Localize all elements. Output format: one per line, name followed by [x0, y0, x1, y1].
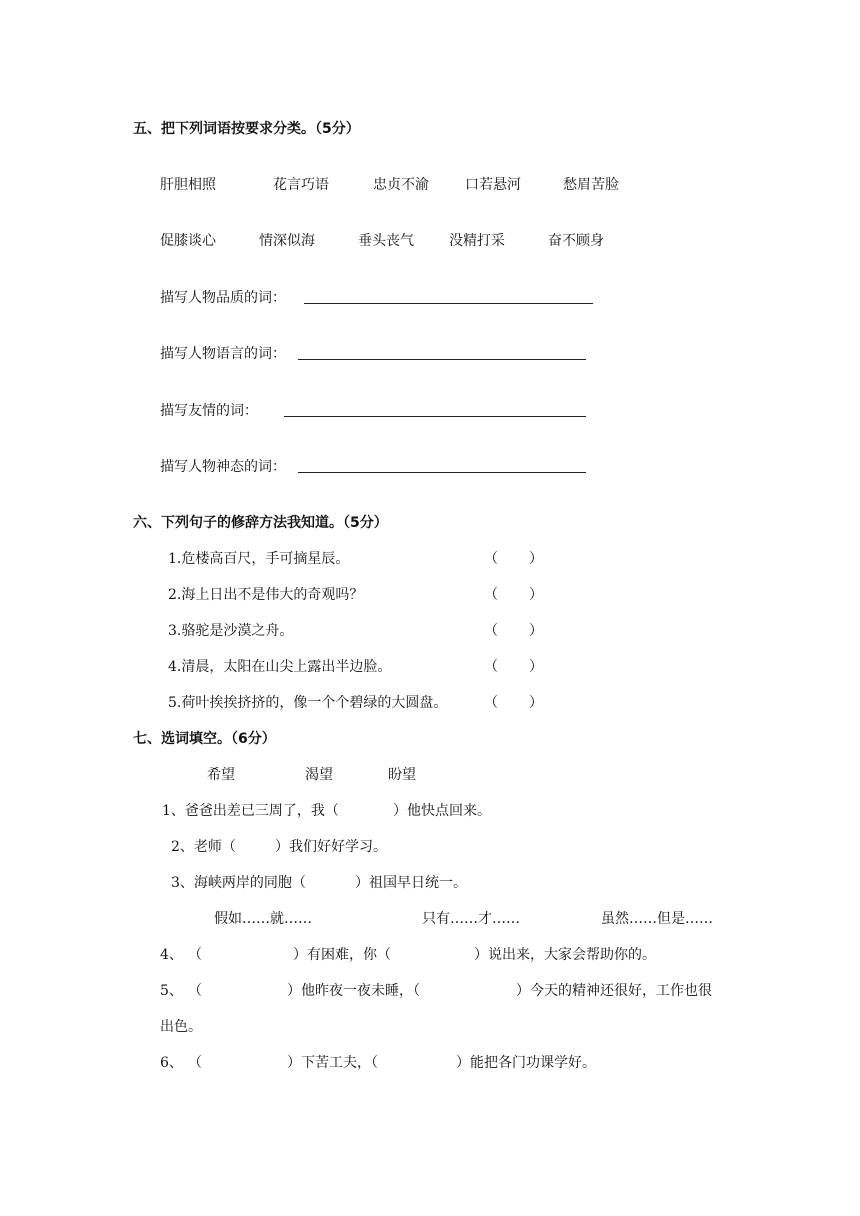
- item4-number: 4、: [160, 947, 183, 963]
- item2-part-a: 2、老师（: [171, 839, 236, 855]
- word-5: 愁眉苦脸: [563, 177, 619, 193]
- conjunction-2: 只有……才……: [422, 911, 520, 927]
- item5-part-c: ）今天的精神还很好，工作也很: [516, 983, 712, 999]
- item5-part-b: ）他昨夜一夜未睡，（: [287, 983, 420, 999]
- item5-number: 5、: [160, 983, 183, 999]
- sentence-4: 4.清晨，太阳在山尖上露出半边脸。: [168, 659, 392, 675]
- choice-word-3: 盼望: [388, 767, 416, 783]
- category-language-label: 描写人物语言的词：: [160, 346, 286, 362]
- category-friendship-label: 描写友情的词：: [160, 403, 258, 419]
- word-4: 口若悬河: [465, 177, 521, 193]
- paren-open-1: （: [484, 551, 498, 567]
- item5-part-d: 出色。: [160, 1019, 202, 1035]
- paren-open-2: （: [484, 587, 498, 603]
- paren-open-5: （: [484, 695, 498, 711]
- conjunction-1: 假如……就……: [214, 911, 312, 927]
- word-8: 垂头丧气: [358, 233, 414, 249]
- item6-part-c: ）能把各门功课学好。: [456, 1055, 596, 1071]
- word-6: 促膝谈心: [160, 233, 216, 249]
- item6-number: 6、: [160, 1055, 183, 1071]
- answer-line-quality[interactable]: [304, 303, 593, 304]
- sentence-1: 1.危楼高百尺，手可摘星辰。: [168, 551, 350, 567]
- item6-part-a: （: [188, 1055, 202, 1071]
- answer-line-language[interactable]: [298, 359, 586, 360]
- item3-part-b: ）祖国早日统一。: [355, 875, 467, 891]
- section7-title: 七、选词填空。（6分）: [133, 731, 276, 747]
- section5-title: 五、把下列词语按要求分类。（5分）: [133, 121, 360, 137]
- section6-title: 六、下列句子的修辞方法我知道。（5分）: [133, 515, 388, 531]
- item4-part-c: ）说出来，大家会帮助你的。: [474, 947, 656, 963]
- item6-part-b: ）下苦工夫，（: [287, 1055, 378, 1071]
- word-10: 奋不顾身: [548, 233, 604, 249]
- item4-part-a: （: [188, 947, 202, 963]
- word-2: 花言巧语: [273, 177, 329, 193]
- category-quality-label: 描写人物品质的词：: [160, 290, 286, 306]
- conjunction-3: 虽然……但是……: [601, 911, 713, 927]
- paren-close-4: ）: [529, 659, 543, 675]
- item4-part-b: ）有困难，你（: [293, 947, 391, 963]
- category-expression-label: 描写人物神态的词：: [160, 459, 286, 475]
- paren-close-2: ）: [529, 587, 543, 603]
- choice-word-1: 希望: [207, 767, 235, 783]
- word-1: 肝胆相照: [160, 177, 216, 193]
- sentence-2: 2.海上日出不是伟大的奇观吗？: [168, 587, 364, 603]
- item2-part-b: ）我们好好学习。: [275, 839, 387, 855]
- sentence-5: 5.荷叶挨挨挤挤的，像一个个碧绿的大圆盘。: [168, 695, 448, 711]
- word-9: 没精打采: [449, 233, 505, 249]
- item3-part-a: 3、海峡两岸的同胞（: [171, 875, 306, 891]
- answer-line-friendship[interactable]: [284, 416, 586, 417]
- item1-part-a: 1、爸爸出差已三周了，我（: [162, 803, 339, 819]
- paren-open-3: （: [484, 623, 498, 639]
- answer-line-expression[interactable]: [298, 472, 586, 473]
- word-3: 忠贞不渝: [373, 177, 429, 193]
- item1-part-b: ）他快点回来。: [393, 803, 491, 819]
- choice-word-2: 渴望: [305, 767, 333, 783]
- paren-open-4: （: [484, 659, 498, 675]
- paren-close-5: ）: [529, 695, 543, 711]
- paren-close-1: ）: [529, 551, 543, 567]
- item5-part-a: （: [188, 983, 202, 999]
- word-7: 情深似海: [259, 233, 315, 249]
- sentence-3: 3.骆驼是沙漠之舟。: [168, 623, 294, 639]
- paren-close-3: ）: [529, 623, 543, 639]
